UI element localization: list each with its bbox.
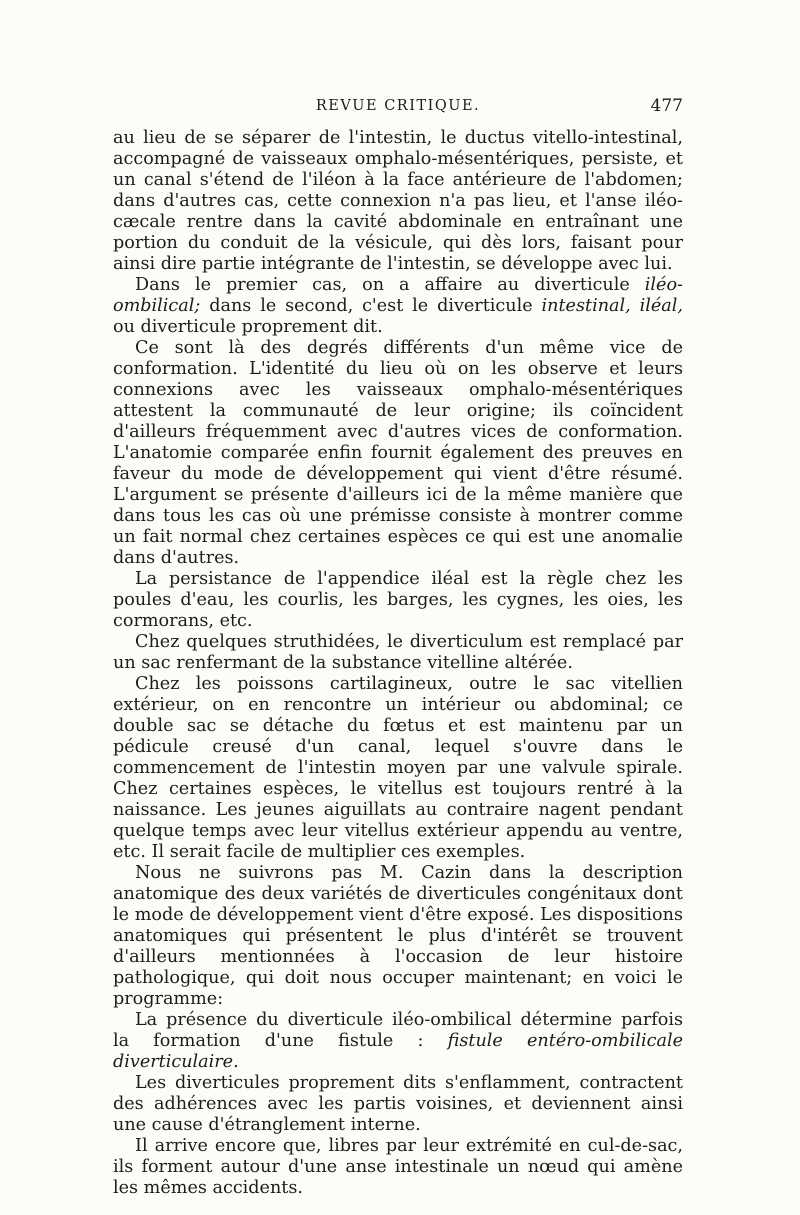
italic-term: iléo-ombilical; [113,275,683,316]
paragraph: Chez quelques struthidées, le diverticulum est remplacé par un sac renfermant de la substance vitelline altérée. [113,632,683,673]
page-number: 477 [650,96,683,116]
text-run: Dans le premier cas, on a affaire au diverticule [135,275,645,295]
paragraph-continued: au lieu de se séparer de l'intestin, le ductus vitello-intestinal, accompagné de vaisseaux omphalo-mésentériques, persiste, et un canal s'étend de l'iléon à la face antérieure de l'abdomen; dans d'autres cas, cette connexion n'a pas lieu, et l'anse iléo-cæcale rentre dans la cavité abdominale en entraînant une portion du conduit de la vésicule, qui dès lors, faisant pour ainsi dire partie intégrante de l'intestin, se développe avec lui. [113,128,683,274]
running-head: REVUE CRITIQUE. [315,98,481,114]
body-text [113,128,683,1199]
italic-term: intestinal, iléal, [541,296,683,316]
paragraph: Les diverticules proprement dits s'enflamment, contractent des adhérences avec les partis voisines, et deviennent ainsi une cause d'étranglement interne. [113,1073,683,1135]
text-run: ou diverticule proprement dit. [113,317,383,337]
page-header [113,96,683,120]
paragraph: Chez les poissons cartilagineux, outre le sac vitellien extérieur, on en rencontre un intérieur ou abdominal; ce double sac se détache du fœtus et est maintenu par un pédicule creusé d'un canal, lequel s'ouvre dans le commencement de l'intestin moyen par une valvule spirale. Chez certaines espèces, le vitellus est toujours rentré à la naissance. Les jeunes aiguillats au contraire nagent pendant quelque temps avec leur vitellus extérieur appendu au ventre, etc. Il serait facile de multiplier ces exemples. [113,674,683,862]
text-run: dans le second, c'est le diverticule [200,296,542,316]
paragraph-fistule [113,1010,683,1073]
paragraph: Nous ne suivrons pas M. Cazin dans la description anatomique des deux variétés de diverticules congénitaux dont le mode de développement vient d'être exposé. Les dispositions anatomiques qui présentent le plus d'intérêt se trouvent d'ailleurs mentionnées à l'occasion de leur histoire pathologique, qui doit nous occuper maintenant; en voici le programme: [113,863,683,1009]
paragraph: Il arrive encore que, libres par leur extrémité en cul-de-sac, ils forment autour d'une anse intestinale un nœud qui amène les mêmes accidents. [113,1136,683,1198]
text-run: La présence du diverticule iléo-ombilical détermine parfois la formation d'une fistule : [113,1010,683,1051]
paragraph: La persistance de l'appendice iléal est la règle chez les poules d'eau, les courlis, les barges, les cygnes, les oies, les cormorans, etc. [113,569,683,631]
paragraph-diverticule-types [113,275,683,338]
paragraph: Ce sont là des degrés différents d'un même vice de conformation. L'identité du lieu où on les observe et leurs connexions avec les vaisseaux omphalo-mésentériques attestent la communauté de leur origine; ils coïncident d'ailleurs fréquemment avec d'autres vices de conformation. L'anatomie comparée enfin fournit également des preuves en faveur du mode de développement qui vient d'être résumé. L'argument se présente d'ailleurs ici de la même manière que dans tous les cas où une prémisse consiste à montrer comme un fait normal chez certaines espèces ce qui est une anomalie dans d'autres. [113,338,683,568]
italic-term: fistule entéro-ombilicale diverticulaire. [113,1031,683,1072]
